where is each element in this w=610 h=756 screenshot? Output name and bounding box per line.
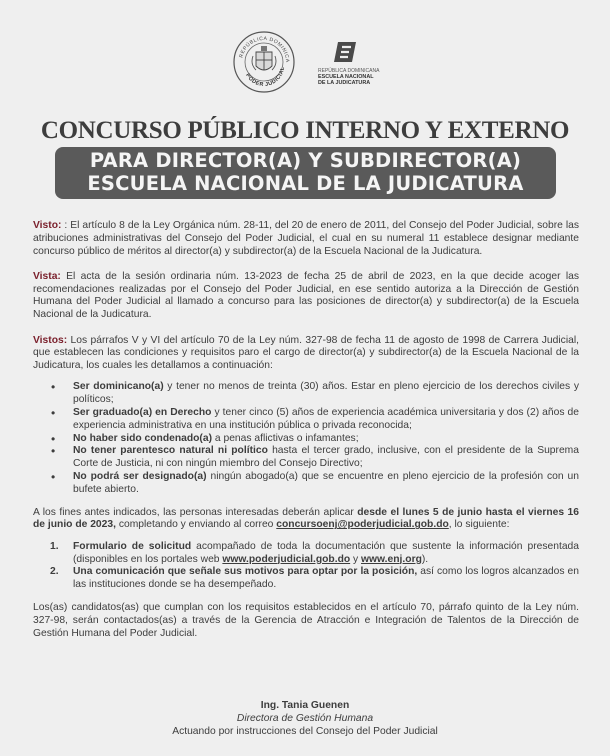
signatory-note: Actuando por instrucciones del Consejo del Poder Judicial: [172, 726, 438, 737]
signatory-name: Ing. Tania Guenen: [260, 700, 350, 711]
list-item: • Ser graduado(a) en Derecho y tener cinco (5) años de experiencia académica universitaria y dos (2) años de experiencia administrativa en una institución pública o privada reconocida;: [73, 407, 579, 433]
enj-name-line1: ESCUELA NACIONAL: [318, 74, 374, 80]
vista-paragraph: [33, 271, 579, 322]
signatory-role: Directora de Gestión Humana: [236, 713, 374, 724]
application-email-link[interactable]: concursoenj@poderjudicial.gob.do: [276, 519, 449, 531]
list-item: • No tener parentesco natural ni político hasta el tercer grado, inclusive, con el presidente de la Suprema Corte de Justicia, ni con ningún miembro del Consejo Directivo;: [73, 445, 579, 471]
notice-body: [33, 220, 579, 653]
vista-label: Vista:: [33, 270, 61, 282]
poderjudicial-link[interactable]: www.poderjudicial.gob.do: [222, 553, 351, 565]
vistos-text: Los párrafos V y VI del artículo 70 de la Ley núm. 327-98 de fecha 11 de agosto de 1998 de Carrera Judicial, que establecen las condiciones y requisitos paro el cargo de director(a) y subdirector(a) de la Escuela Nacional de la Judicatura, los cuales les detallamos a continuación:: [33, 334, 579, 372]
vista-text: El acta de la sesión ordinaria núm. 13-2023 de fecha 25 de abril de 2023, en la que decide acoger las recomendaciones realizadas por el Consejo del Poder Judicial, en ese sentido autoriza a la Dirección de Gestión Humana del Poder Judicial al llamado a concurso para las posiciones de director(a) y subdirector(a) de la Escuela Nacional de la Judicatura.: [33, 270, 579, 321]
svg-text:REPÚBLICA DOMINICANA: REPÚBLICA DOMINICA: [238, 35, 291, 63]
closing-paragraph: Los(as) candidatos(as) que cumplan con los requisitos establecidos en el artículo 70, párrafo quinto de la Ley núm. 327-98, serán contactados(as) a través de la Gerencia de Atracción e Integración de Talentos de la Dirección de Gestión Humana del Poder Judicial.: [33, 601, 579, 639]
enj-country-text: REPÚBLICA DOMINICANA: [318, 68, 380, 74]
title-school-line: ESCUELA NACIONAL DE LA JUDICATURA: [87, 172, 524, 195]
list-item: • No haber sido condenado(a) a penas aflictivas o infamantes;: [73, 433, 579, 446]
vistos-label: Vistos:: [33, 334, 68, 346]
requirements-list: [33, 381, 579, 496]
vistos-paragraph: [33, 335, 579, 373]
visto-label: Visto:: [33, 220, 62, 231]
list-item: • Ser dominicano(a) y tener no menos de treinta (30) años. Estar en pleno ejercicio de los derechos civiles y políticos;: [73, 381, 579, 407]
enj-name-line2: DE LA JUDICATURA: [318, 80, 371, 86]
list-item: 1. Formulario de solicitud acompañado de toda la documentación que sustente la información presentada (disponibles en los portales web www.poderjudicial.gob.do y www.enj.org).: [50, 540, 579, 565]
enj-link[interactable]: www.enj.org: [361, 553, 422, 565]
escuela-nacional-judicatura-logo: [318, 40, 408, 96]
page-title: CONCURSO PÚBLICO INTERNO Y EXTERNO: [40, 117, 570, 144]
visto-text: : El artículo 8 de la Ley Orgánica núm. 28-11, del 20 de enero de 2011, del Consejo del Poder Judicial, sobre las atribuciones administrativas del Consejo del Poder Judicial, el cual en su numeral 11 establece designar mediante concurso público de méritos al director(a) y subdirector(a) de la Escuela Nacional de la Judicatura.: [33, 220, 579, 257]
poder-judicial-seal-logo: [232, 30, 296, 94]
list-item: • No podrá ser designado(a) ningún abogado(a) que se encuentre en pleno ejercicio de la profesión con un bufete abierto.: [73, 471, 579, 497]
svg-text:PODER JUDICIAL: PODER JUDICIAL: [244, 66, 287, 89]
list-item: 2. Una comunicación que señale sus motivos para optar por la posición, así como los logros alcanzados en las instituciones donde se ha desempeñado.: [50, 566, 579, 591]
enj-mark-icon: [334, 40, 360, 64]
visto-paragraph: [33, 220, 579, 258]
title-position-line: PARA DIRECTOR(A) Y SUBDIRECTOR(A): [89, 149, 522, 172]
documents-list: [33, 541, 579, 592]
application-paragraph: A los fines antes indicados, las personas interesadas deberán aplicar desde el lunes 5 de junio hasta el viernes 16 de junio de 2023, completando y enviando al correo concursoenj@poderjudicial.gob.do, lo siguiente:: [33, 506, 579, 531]
title-banner: [55, 147, 556, 199]
application-dates: desde el lunes 5 de junio hasta el viernes 16 de junio de 2023,: [33, 506, 579, 531]
